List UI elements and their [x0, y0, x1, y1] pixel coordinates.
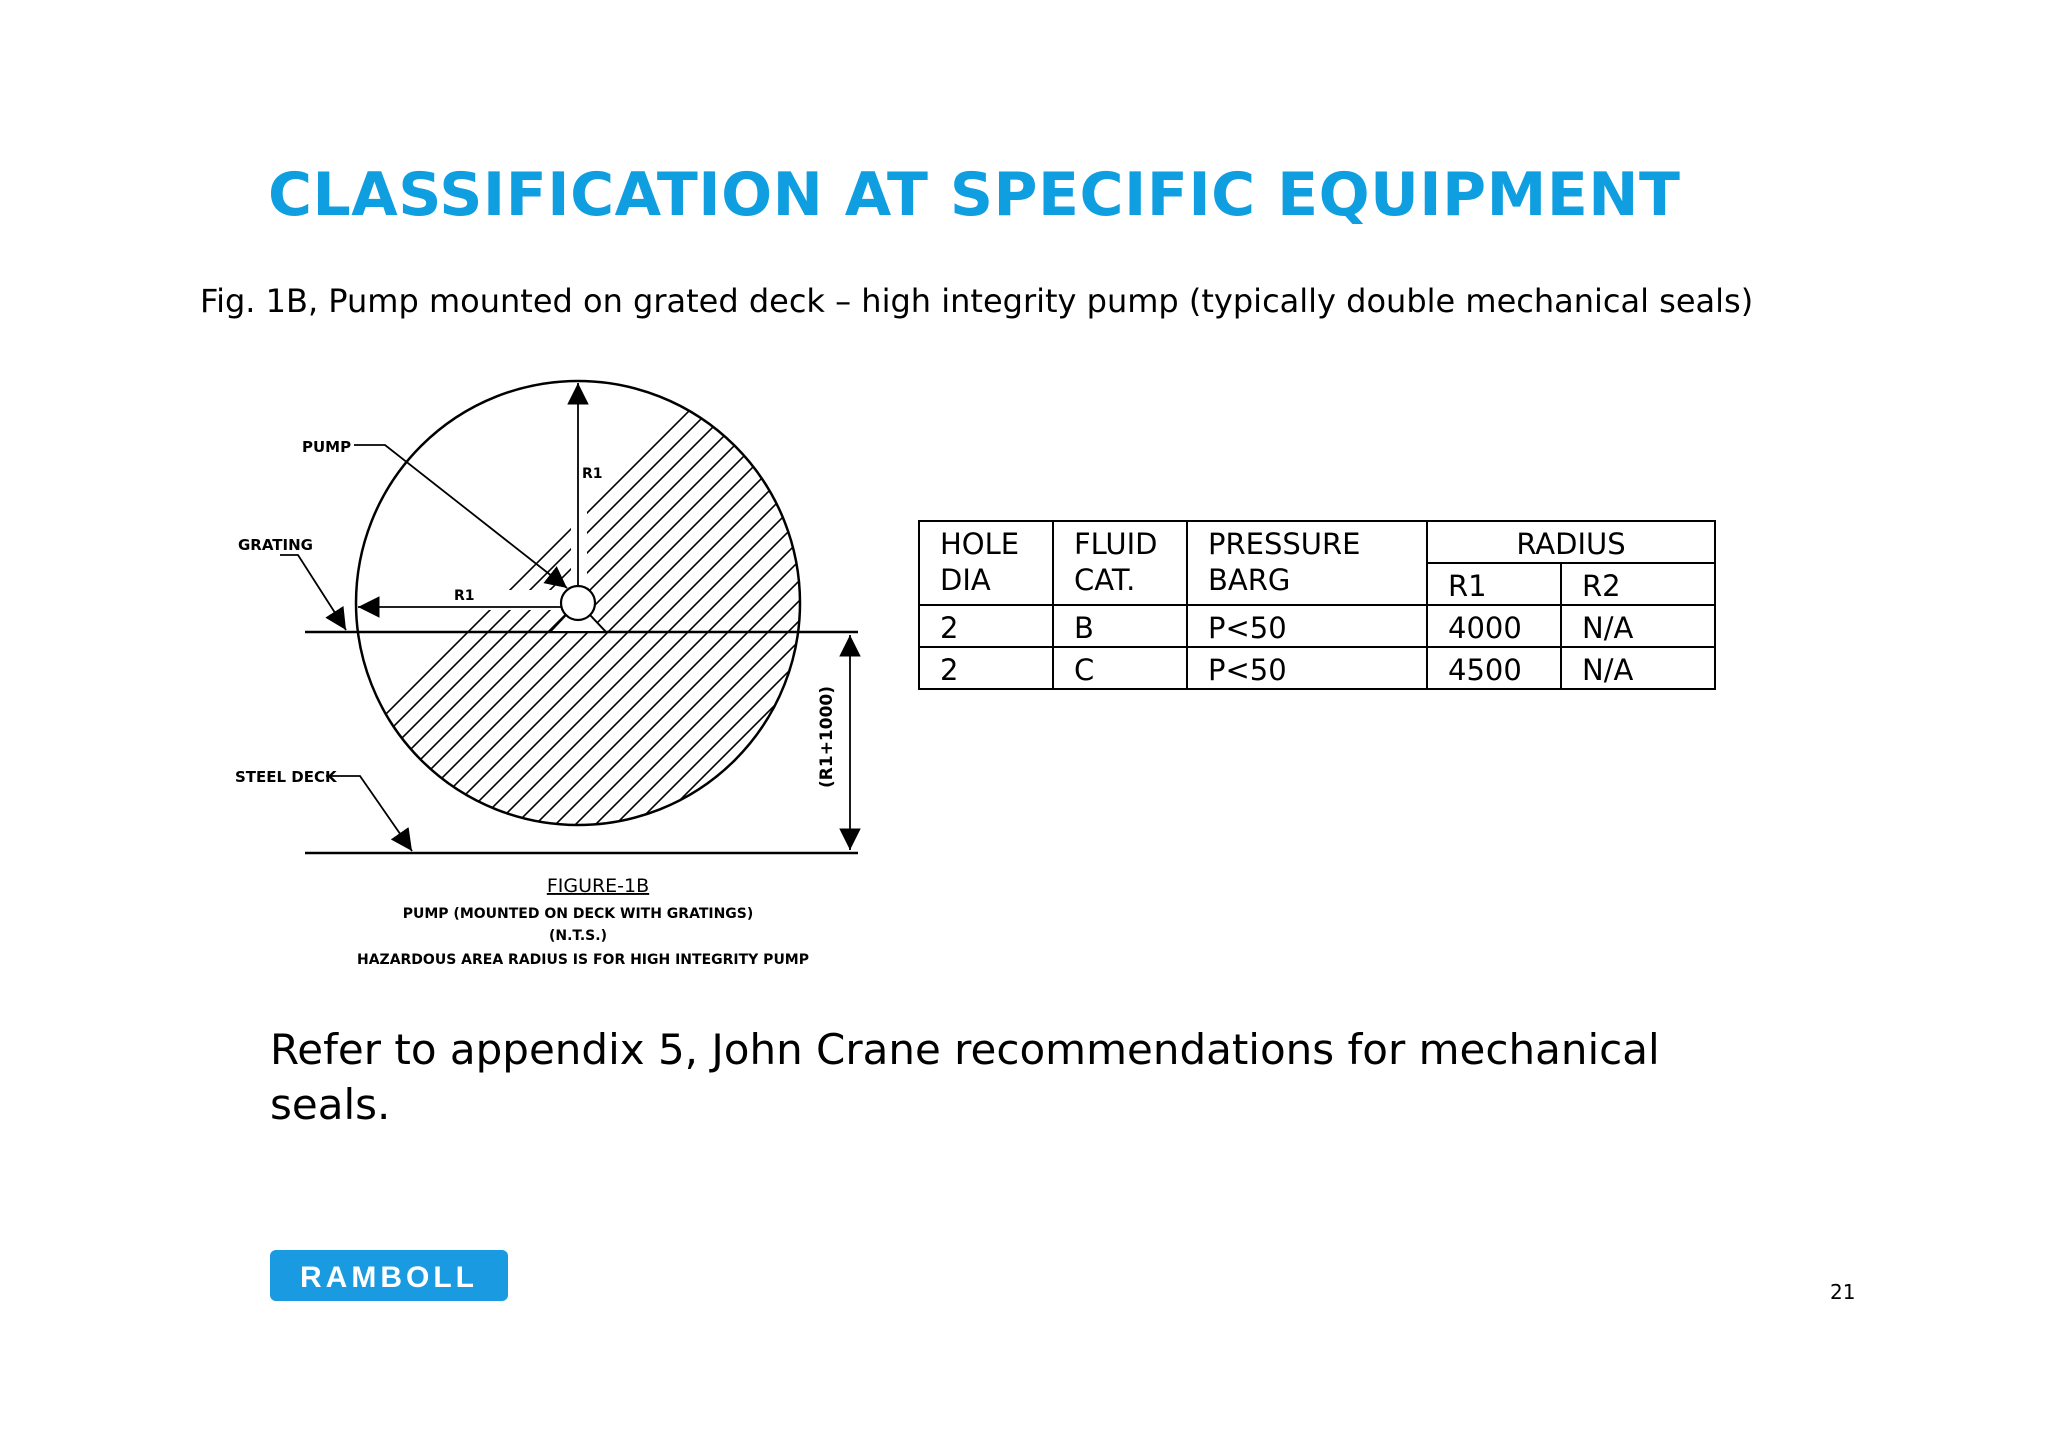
ramboll-logo-text [289, 1259, 489, 1293]
header-radius: RADIUS [1427, 521, 1715, 563]
pump-symbol [561, 586, 595, 620]
radius-table [918, 520, 1716, 690]
figure-caption-title: FIGURE-1B [546, 875, 650, 897]
cell-hole-dia: 2 [919, 647, 1053, 689]
cell-pressure: P<50 [1187, 647, 1427, 689]
pump-label: PUMP [302, 438, 352, 456]
table-row [919, 605, 1715, 647]
cell-hole-dia: 2 [919, 605, 1053, 647]
header-r2: R2 [1561, 563, 1715, 605]
cell-r2: N/A [1561, 605, 1715, 647]
header-hole-dia: HOLE DIA [919, 521, 1053, 605]
ramboll-logo [270, 1250, 508, 1301]
r1-horizontal-label: R1 [454, 588, 475, 604]
dimension-label: (R1+1000) [817, 685, 837, 788]
svg-text:RAMBOLL: RAMBOLL [300, 1260, 478, 1293]
header-r1: R1 [1427, 563, 1561, 605]
slide-title: CLASSIFICATION AT SPECIFIC EQUIPMENT [268, 160, 1681, 230]
page-number: 21 [1830, 1280, 1856, 1304]
cell-pressure: P<50 [1187, 605, 1427, 647]
table-header-row [919, 521, 1715, 563]
cell-fluid-cat: C [1053, 647, 1187, 689]
pump-drawing [230, 370, 870, 990]
table-row [919, 647, 1715, 689]
cell-r1: 4500 [1427, 647, 1561, 689]
cell-fluid-cat: B [1053, 605, 1187, 647]
cell-r2: N/A [1561, 647, 1715, 689]
cell-r1: 4000 [1427, 605, 1561, 647]
appendix-note: Refer to appendix 5, John Crane recommendations for mechanical seals. [270, 1025, 1660, 1129]
figure-caption-line1: PUMP (MOUNTED ON DECK WITH GRATINGS) [402, 906, 754, 922]
header-fluid-cat: FLUID CAT. [1053, 521, 1187, 605]
header-pressure: PRESSURE BARG [1187, 521, 1427, 605]
r1-vertical-label: R1 [582, 466, 603, 482]
steel-deck-label: STEEL DECK [235, 768, 337, 786]
grating-label: GRATING [238, 536, 313, 554]
figure-caption-line2: (N.T.S.) [549, 928, 607, 944]
figure-caption-line3: HAZARDOUS AREA RADIUS IS FOR HIGH INTEGRITY PUMP [356, 952, 810, 968]
figure-subtitle: Fig. 1B, Pump mounted on grated deck – high integrity pump (typically double mechanical seals) [200, 282, 1754, 320]
hatch-pattern [230, 370, 870, 990]
